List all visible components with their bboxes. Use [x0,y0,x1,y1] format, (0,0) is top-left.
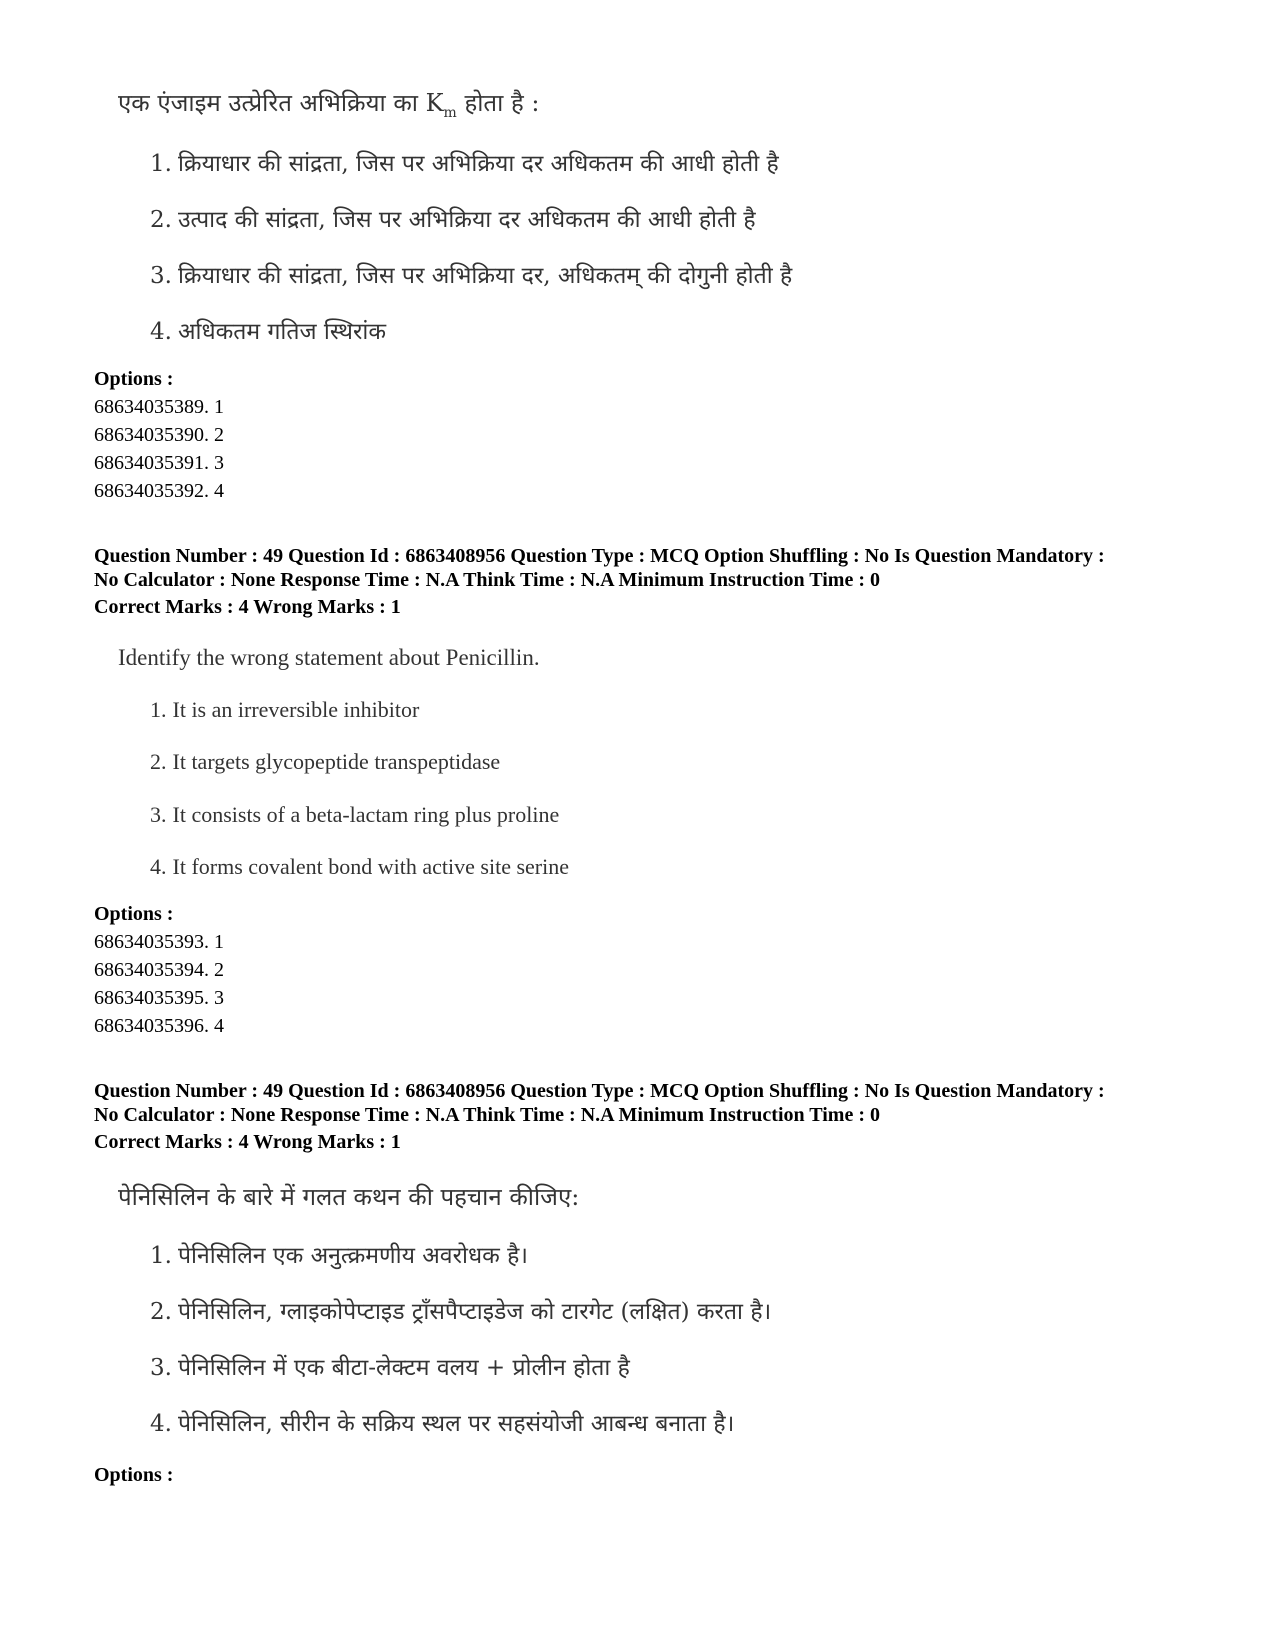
option-line: 68634035393. 1 [94,931,224,953]
item-number: 1. [150,1243,172,1269]
item-text: उत्पाद की सांद्रता, जिस पर अभिक्रिया दर अधिकतम की आधी होती है [177,207,756,233]
question-b-item-2 [150,749,500,775]
option-line: 68634035389. 1 [94,396,224,418]
item-number: 3. [150,263,172,289]
meta-line-1: Question Number : 49 Question Id : 6863408956 Question Type : MCQ Option Shuffling : No Is Question Mandatory : [94,1080,1105,1102]
item-number: 2. [150,207,172,233]
item-text: क्रियाधार की सांद्रता, जिस पर अभिक्रिया दर अधिकतम की आधी होती है [177,151,779,177]
question-a-stem [118,86,539,121]
item-number: 1. [150,151,172,177]
item-text: अधिकतम गतिज स्थिरांक [177,319,387,345]
item-number: 3. [150,802,167,827]
question-c-item-4 [150,1406,734,1438]
question-a-item-2 [150,202,756,234]
item-number: 4. [150,1411,172,1437]
item-number: 4. [150,854,167,879]
option-line: 68634035395. 3 [94,987,224,1009]
meta-line-1: Question Number : 49 Question Id : 6863408956 Question Type : MCQ Option Shuffling : No Is Question Mandatory : [94,545,1105,567]
item-text: पेनिसिलिन, सीरीन के सक्रिय स्थल पर सहसंयोजी आबन्ध बनाता है। [177,1411,735,1437]
question-c-item-3 [150,1350,630,1382]
item-number: 2. [150,749,167,774]
question-c-stem: पेनिसिलिन के बारे में गलत कथन की पहचान कीजिए: [118,1183,580,1211]
options-label: Options : [94,903,174,925]
item-text: पेनिसिलिन, ग्लाइकोपेप्टाइड ट्राँसपैप्टाइडेज को टारगेट (लक्षित) करता है। [177,1299,772,1325]
option-line: 68634035390. 2 [94,424,224,446]
question-b-stem: Identify the wrong statement about Penicillin. [118,645,540,670]
question-a-item-1 [150,146,779,178]
question-c-item-1 [150,1238,528,1270]
options-label: Options : [94,1464,174,1486]
meta-line-2: No Calculator : None Response Time : N.A Think Time : N.A Minimum Instruction Time : 0 [94,1104,880,1126]
item-text: पेनिसिलिन एक अनुत्क्रमणीय अवरोधक है। [177,1243,529,1269]
question-b-item-1 [150,697,419,723]
item-text: It forms covalent bond with active site serine [172,854,569,879]
stem-text: एक एंजाइम उत्प्रेरित अभिक्रिया का K [118,89,444,117]
question-a-item-4 [150,314,386,346]
question-a-item-3 [150,258,792,290]
item-text: पेनिसिलिन में एक बीटा-लेक्टम वलय + प्रोलीन होता है [177,1355,630,1381]
stem-text-end: होता है : [456,89,540,117]
stem-subscript: m [443,104,457,121]
question-meta [94,544,1204,592]
question-marks: Correct Marks : 4 Wrong Marks : 1 [94,1131,401,1153]
option-line: 68634035396. 4 [94,1015,224,1037]
item-number: 4. [150,319,172,345]
options-label: Options : [94,368,174,390]
question-b-item-3 [150,802,559,828]
option-line: 68634035391. 3 [94,452,224,474]
item-text: It targets glycopeptide transpeptidase [172,749,501,774]
question-meta [94,1079,1204,1127]
meta-line-2: No Calculator : None Response Time : N.A Think Time : N.A Minimum Instruction Time : 0 [94,569,880,591]
item-number: 3. [150,1355,172,1381]
option-line: 68634035392. 4 [94,480,224,502]
item-number: 2. [150,1299,172,1325]
question-b-item-4 [150,854,569,880]
question-marks: Correct Marks : 4 Wrong Marks : 1 [94,596,401,618]
item-text: It consists of a beta-lactam ring plus proline [172,802,560,827]
item-text: क्रियाधार की सांद्रता, जिस पर अभिक्रिया दर, अधिकतम् की दोगुनी होती है [177,263,793,289]
question-c-item-2 [150,1294,771,1326]
item-number: 1. [150,697,167,722]
item-text: It is an irreversible inhibitor [172,697,420,722]
option-line: 68634035394. 2 [94,959,224,981]
